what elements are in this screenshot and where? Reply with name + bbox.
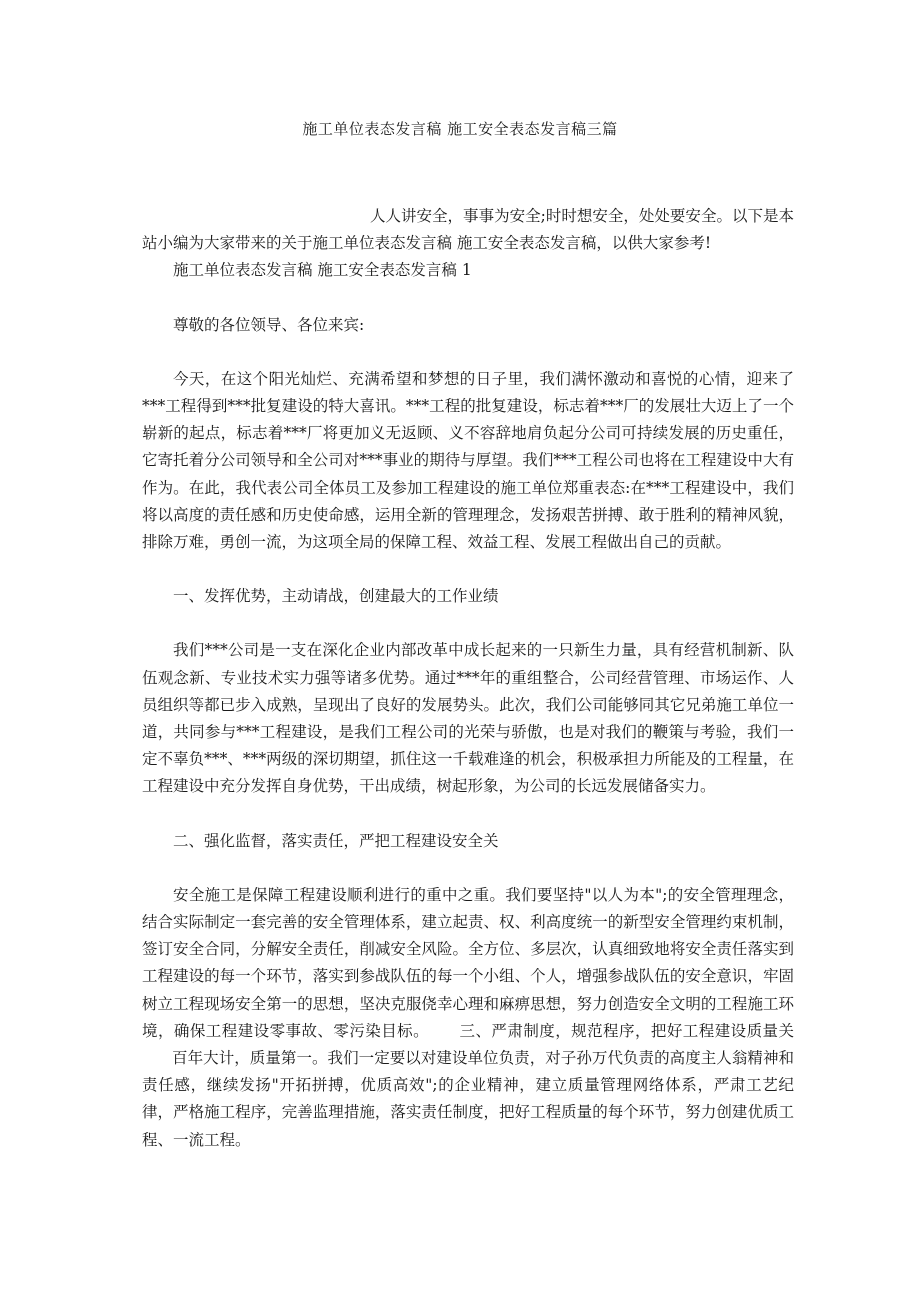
salutation: 尊敬的各位领导、各位来宾: <box>173 315 365 334</box>
paragraph-opening: 今天，在这个阳光灿烂、充满希望和梦想的日子里，我们满怀激动和喜悦的心情，迎来了***工程得到***批复建设的特大喜讯。***工程的批复建设，标志着***厂的发展壮大迈上了一个崭新的起点，标志着***厂将更加义无返顾、义不容辞地肩负起分公司可持续发展的历史重任，它寄托着分公司领导和全公司对***事业的期待与厚望。我们***工程公司也将在工程建设中大有作为。在此，我代表公司全体员工及参加工程建设的施工单位郑重表态:在***工程建设中，我们将以高度的责任感和历史使命感，运用全新的管理理念，发扬艰苦拼搏、敢于胜利的精神风貌，排除万难，勇创一流，为这项全局的保障工程、效益工程、发展工程做出自己的贡献。 <box>142 369 794 552</box>
paragraph-safety-text: 安全施工是保障工程建设顺利进行的重中之重。我们要坚持"以人为本";的安全管理理念，结合实际制定一套完善的安全管理体系，建立起责、权、利高度统一的新型安全管理约束机制，签订安全合同，分解安全责任，削减安全风险。全方位、多层次，认真细致地将安全责任落实到工程建设的每一个环节，落实到参战队伍的每一个小组、个人，增强参战队伍的安全意识，牢固树立工程现场安全第一的思想，坚决克服侥幸心理和麻痹思想，努力创造安全文明的工程施工环境，确保工程建设零事故、零污染目标。 <box>142 885 794 1040</box>
paragraph-safety <box>142 882 794 1154</box>
section-subtitle: 施工单位表态发言稿 施工安全表态发言稿 1 <box>173 261 472 280</box>
document-body <box>142 203 794 1154</box>
intro-paragraph: 人人讲安全，事事为安全;时时想安全，处处要安全。以下是本站小编为大家带来的关于施工单位表态发言稿 施工安全表态发言稿，以供大家参考! <box>142 207 794 253</box>
heading-advantages: 一、发挥优势，主动请战，创建最大的工作业绩 <box>173 587 499 606</box>
paragraph-advantages: 我们***公司是一支在深化企业内部改革中成长起来的一只新生力量，具有经营机制新、队伍观念新、专业技术实力强等诸多优势。通过***年的重组整合，公司经营管理、市场运作、人员组织等都已步入成熟，呈现出了良好的发展势头。此次，我们公司能够同其它兄弟施工单位一道，共同参与***工程建设，是我们工程公司的光荣与骄傲，也是对我们的鞭策与考验，我们一定不辜负***、***两级的深切期望，抓住这一千载难逢的机会，积极承担力所能及的工程量，在工程建设中充分发挥自身优势，干出成绩，树起形象，为公司的长远发展储备实力。 <box>142 641 794 796</box>
paragraph-quality: 百年大计，质量第一。我们一定要以对建设单位负责，对子孙万代负责的高度主人翁精神和责任感，继续发扬"开拓拼搏，优质高效";的企业精神，建立质量管理网络体系，严肃工艺纪律，严格施工程序，完善监理措施，落实责任制度，把好工程质量的每个环节，努力创建优质工程、一流工程。 <box>142 1049 794 1149</box>
document-title: 施工单位表态发言稿 施工安全表态发言稿三篇 <box>302 120 618 138</box>
heading-quality: 三、严肃制度，规范程序，把好工程建设质量关 <box>459 1021 794 1040</box>
heading-safety: 二、强化监督，落实责任，严把工程建设安全关 <box>173 831 499 850</box>
